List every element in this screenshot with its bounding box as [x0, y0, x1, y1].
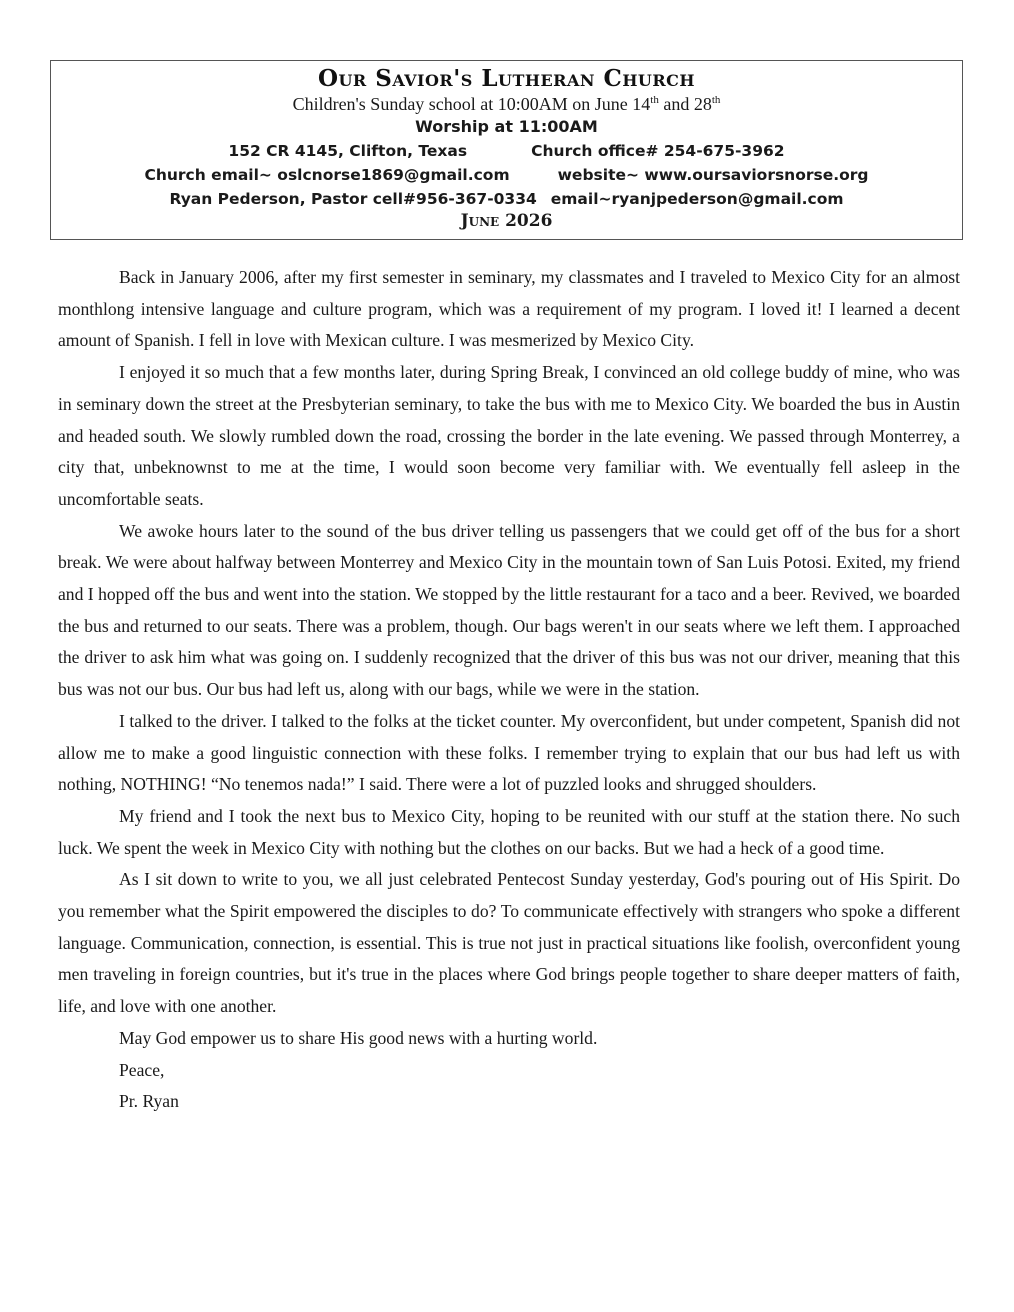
- letter-paragraph: Back in January 2006, after my first semester in seminary, my classmates and I traveled to Mexico City for an almost monthlong intensive language and culture program, which was a requirement of my program. I loved it! I learned a decent amount of Spanish. I fell in love with Mexican culture. I was mesmerized by Mexico City.: [58, 267, 960, 351]
- church-email: Church email~ oslcnorse1869@gmail.com: [144, 166, 510, 184]
- letter-paragraph: I talked to the driver. I talked to the folks at the ticket counter. My overconfident, but under competent, Spanish did not allow me to make a good linguistic connection with these folks. I remember trying to explain that our bus had left us with nothing, NOTHING! “No tenemos nada!” I said. There were a lot of puzzled looks and shrugged shoulders.: [58, 710, 960, 795]
- sunday-school-text-mid: and 28: [658, 94, 712, 114]
- letter-paragraph: We awoke hours later to the sound of the bus driver telling us passengers that we could get off of the bus for a short break. We were about halfway between Monterrey and Mexico City in the mountain town of San Luis Potosi. Exited, my friend and I hopped off the bus and went into the station. We stopped by the little restaurant for a taco and a beer. Revived, we boarded the bus and returned to our seats. There was a problem, though. Our bags weren't in our seats where we left them. I approached the driver to ask him what was going on. I suddenly recognized that the driver of this bus was not our driver, meaning that this bus was not our bus. Our bus had left us, along with our bags, while we were in the station.: [58, 520, 960, 700]
- pastor-email: email~ryanjpederson@gmail.com: [550, 190, 844, 208]
- pastor-letter: [58, 262, 960, 1118]
- ordinal-suffix: th: [650, 94, 659, 106]
- church-website: website~ www.oursaviorsnorse.org: [557, 166, 869, 184]
- letter-paragraph: My friend and I took the next bus to Mexico City, hoping to be reunited with our stuff at the station there. No such luck. We spent the week in Mexico City with nothing but the clothes on our backs. But we had a heck of a good time.: [58, 805, 960, 858]
- sunday-school-line: [51, 93, 962, 115]
- letter-signature: Pr. Ryan: [119, 1091, 179, 1112]
- letter-paragraph: May God empower us to share His good news with a hurting world.: [119, 1027, 598, 1048]
- pastor-row: [51, 187, 962, 211]
- address-row: [51, 139, 962, 163]
- newsletter-header: [50, 60, 963, 240]
- church-office-phone: Church office# 254-675-3962: [531, 142, 785, 160]
- worship-time: Worship at 11:00AM: [415, 117, 598, 136]
- ordinal-suffix: th: [711, 94, 721, 106]
- sunday-school-text: Children's Sunday school at 10:00AM on June 14: [292, 94, 651, 114]
- letter-paragraph: As I sit down to write to you, we all just celebrated Pentecost Sunday yesterday, God's pouring out of His Spirit. Do you remember what the Spirit empowered the disciples to do? To communicate effectively with strangers who spoke a different language. Communication, connection, is essential. This is true not just in practical situations like foolish, overconfident young men traveling in foreign countries, but it's true in the places where God brings people together to share deeper matters of faith, life, and love with one another.: [58, 869, 960, 1017]
- letter-paragraph: I enjoyed it so much that a few months later, during Spring Break, I convinced an old college buddy of mine, who was in seminary down the street at the Presbyterian seminary, to take the bus with me to Mexico City. We boarded the bus in Austin and headed south. We slowly rumbled down the road, crossing the border in the late evening. We passed through Monterrey, a city that, unbeknownst to me at the time, I would soon become very familiar with. We eventually fell asleep in the uncomfortable seats.: [58, 362, 960, 509]
- contact-row: [51, 163, 962, 187]
- church-address: 152 CR 4145, Clifton, Texas: [228, 142, 468, 160]
- pastor-cell: Ryan Pederson, Pastor cell#956-367-0334: [169, 190, 537, 208]
- letter-closing: Peace,: [119, 1059, 165, 1080]
- newsletter-month: June 2026: [460, 211, 553, 231]
- church-name: Our Savior's Lutheran Church: [317, 65, 696, 92]
